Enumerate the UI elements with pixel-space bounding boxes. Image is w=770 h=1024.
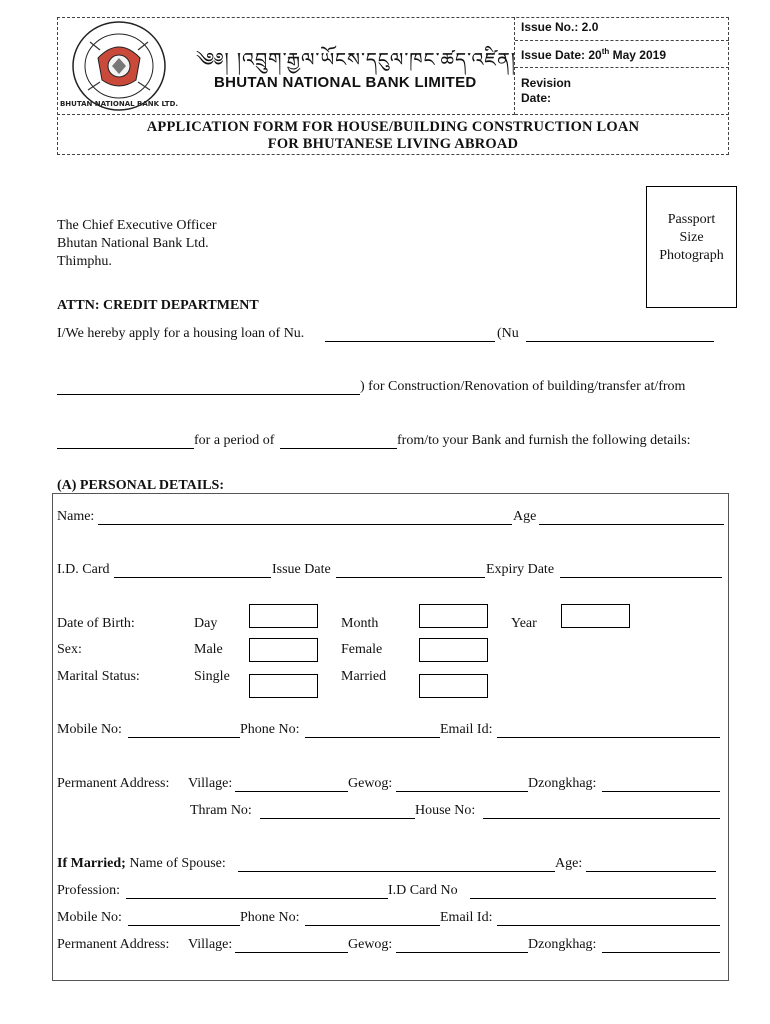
house-label: House No: (415, 803, 476, 818)
spouse-phone-field[interactable] (305, 925, 440, 926)
addressee-line1: The Chief Executive Officer (57, 218, 217, 233)
spouse-village-field[interactable] (235, 952, 348, 953)
dob-year-label: Year (511, 616, 537, 631)
spouse-email-label: Email Id: (440, 910, 493, 925)
dob-month-box[interactable] (419, 604, 488, 628)
id-card-field[interactable] (114, 577, 271, 578)
marital-status-label: Marital Status: (57, 669, 140, 684)
revision-date: Revision Date: (515, 68, 729, 115)
dob-month-label: Month (341, 616, 379, 631)
period-field[interactable] (280, 448, 397, 449)
svg-text:BHUTAN NATIONAL BANK LTD.: BHUTAN NATIONAL BANK LTD. (59, 100, 179, 108)
house-field[interactable] (483, 818, 720, 819)
spouse-dzongkhag-field[interactable] (602, 952, 720, 953)
sex-label: Sex: (57, 642, 82, 657)
spouse-age-field[interactable] (586, 871, 716, 872)
spouse-village-label: Village: (188, 937, 233, 952)
apply-text: I/We hereby apply for a housing loan of Nu. (57, 326, 305, 341)
dob-day-box[interactable] (249, 604, 318, 628)
purpose-text: ) for Construction/Renovation of building/transfer at/from (360, 379, 686, 394)
married-checkbox[interactable] (419, 674, 488, 698)
passport-line1: Passport (667, 212, 716, 227)
addressee-line3: Thimphu. (57, 254, 112, 269)
spouse-mobile-field[interactable] (128, 925, 240, 926)
expiry-date-field[interactable] (560, 577, 722, 578)
name-label: Name: (57, 509, 95, 524)
bank-logo-icon (59, 20, 179, 112)
nu-open-text: (Nu (497, 326, 519, 341)
dob-label: Date of Birth: (57, 616, 135, 631)
dob-year-box[interactable] (561, 604, 630, 628)
furnish-text: from/to your Bank and furnish the following details: (397, 433, 691, 448)
mobile-label: Mobile No: (57, 722, 122, 737)
period-text: for a period of (194, 433, 275, 448)
spouse-name-field[interactable] (238, 871, 555, 872)
spouse-mobile-label: Mobile No: (57, 910, 122, 925)
personal-details-heading: (A) PERSONAL DETAILS: (57, 478, 224, 493)
passport-line3: Photograph (659, 248, 724, 263)
thram-field[interactable] (260, 818, 415, 819)
perm-address-label: Permanent Address: (57, 776, 170, 791)
age-field[interactable] (539, 524, 724, 525)
male-label: Male (194, 642, 223, 657)
dob-day-label: Day (194, 616, 218, 631)
phone-label: Phone No: (240, 722, 300, 737)
female-label: Female (341, 642, 383, 657)
spouse-perm-address-label: Permanent Address: (57, 937, 170, 952)
single-checkbox[interactable] (249, 674, 318, 698)
name-field[interactable] (98, 524, 512, 525)
mobile-field[interactable] (128, 737, 240, 738)
form-title-line2: FOR BHUTANESE LIVING ABROAD (267, 136, 519, 152)
location-field[interactable] (57, 448, 194, 449)
married-label: Married (341, 669, 387, 684)
spouse-phone-label: Phone No: (240, 910, 300, 925)
expiry-date-label: Expiry Date (486, 562, 555, 577)
id-card-no-label: I.D Card No (388, 883, 458, 898)
dzongkhag-field[interactable] (602, 791, 720, 792)
id-card-label: I.D. Card (57, 562, 110, 577)
loan-amount-words-field-2[interactable] (57, 394, 360, 395)
village-label: Village: (188, 776, 233, 791)
male-checkbox[interactable] (249, 638, 318, 662)
issue-date-label: Issue Date (272, 562, 331, 577)
bank-name-tibetan: ༄༅། །འབྲུག་རྒྱལ་ཡོངས་དངུལ་ཁང་ཚད་འཛིན། (196, 49, 516, 71)
age-label: Age (513, 509, 537, 524)
thram-label: Thram No: (190, 803, 252, 818)
spouse-gewog-field[interactable] (396, 952, 528, 953)
gewog-field[interactable] (396, 791, 528, 792)
profession-label: Profession: (57, 883, 120, 898)
id-card-no-field[interactable] (470, 898, 716, 899)
issue-date-field[interactable] (336, 577, 485, 578)
addressee-line2: Bhutan National Bank Ltd. (57, 236, 209, 251)
spouse-dzongkhag-label: Dzongkhag: (528, 937, 597, 952)
loan-amount-field[interactable] (325, 341, 495, 342)
female-checkbox[interactable] (419, 638, 488, 662)
profession-field[interactable] (126, 898, 388, 899)
spouse-gewog-label: Gewog: (348, 937, 393, 952)
attn-heading: ATTN: CREDIT DEPARTMENT (57, 298, 259, 313)
form-title-line1: APPLICATION FORM FOR HOUSE/BUILDING CONSTRUCTION LOAN (146, 119, 640, 135)
gewog-label: Gewog: (348, 776, 393, 791)
phone-field[interactable] (305, 737, 440, 738)
spouse-age-label: Age: (555, 856, 583, 871)
passport-photo-box[interactable] (646, 186, 737, 308)
single-label: Single (194, 669, 230, 684)
spouse-email-field[interactable] (497, 925, 720, 926)
spouse-name-label: If Married; Name of Spouse: (57, 856, 226, 871)
loan-amount-words-field[interactable] (526, 341, 714, 342)
issue-date: Issue Date: 20th May 2019 (515, 41, 729, 68)
email-field[interactable] (497, 737, 720, 738)
email-label: Email Id: (440, 722, 493, 737)
village-field[interactable] (235, 791, 348, 792)
dzongkhag-label: Dzongkhag: (528, 776, 597, 791)
issue-no: Issue No.: 2.0 (515, 17, 729, 41)
bank-name: BHUTAN NATIONAL BANK LIMITED (214, 74, 477, 91)
passport-line2: Size (679, 230, 704, 245)
